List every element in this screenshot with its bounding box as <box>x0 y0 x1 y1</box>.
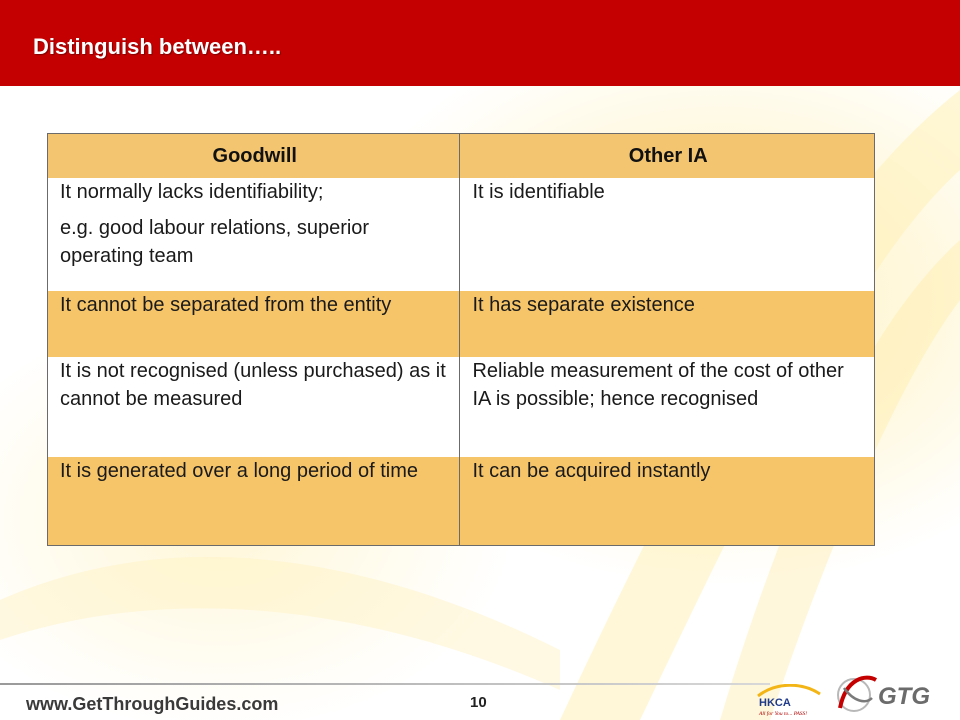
cell-text: e.g. good labour relations, superior operating team <box>60 217 370 267</box>
slide-title: Distinguish between….. <box>33 34 282 59</box>
footer-divider <box>0 683 770 685</box>
table-cell-goodwill <box>48 291 460 357</box>
comparison-table <box>47 133 875 546</box>
table-cell-goodwill <box>48 357 460 457</box>
table-row <box>48 457 875 546</box>
cell-text: It has separate existence <box>472 294 695 316</box>
hkca-logo-tagline: All for You to... PASS! <box>759 711 808 717</box>
cell-text: It cannot be separated from the entity <box>60 294 392 316</box>
table-header-row <box>48 134 875 179</box>
table-cell-goodwill <box>48 457 460 546</box>
table-cell-goodwill <box>48 178 460 291</box>
page-number: 10 <box>470 694 487 711</box>
table-cell-other-ia <box>460 178 875 291</box>
table-cell-other-ia <box>460 291 875 357</box>
footer-url: www.GetThroughGuides.com <box>26 694 279 714</box>
title-bar <box>0 0 960 86</box>
hkca-logo-text: HKCA <box>759 697 791 709</box>
table-row <box>48 357 875 457</box>
cell-text: It can be acquired instantly <box>472 460 711 482</box>
column-header-goodwill: Goodwill <box>48 134 460 179</box>
cell-text: It is not recognised (unless purchased) as it cannot be measured <box>60 360 446 410</box>
gtg-logo <box>832 668 956 718</box>
cell-text: It is identifiable <box>472 181 605 203</box>
cell-text: It normally lacks identifiability; <box>60 181 324 203</box>
table-cell-other-ia <box>460 457 875 546</box>
cell-text: Reliable measurement of the cost of other IA is possible; hence recognised <box>472 360 844 410</box>
gtg-logo-text: GTG <box>878 683 930 710</box>
cell-text: It is generated over a long period of time <box>60 460 418 482</box>
table-cell-other-ia <box>460 357 875 457</box>
table-row <box>48 178 875 291</box>
column-header-other-ia: Other IA <box>460 134 875 179</box>
table-row <box>48 291 875 357</box>
hkca-logo <box>756 684 822 718</box>
